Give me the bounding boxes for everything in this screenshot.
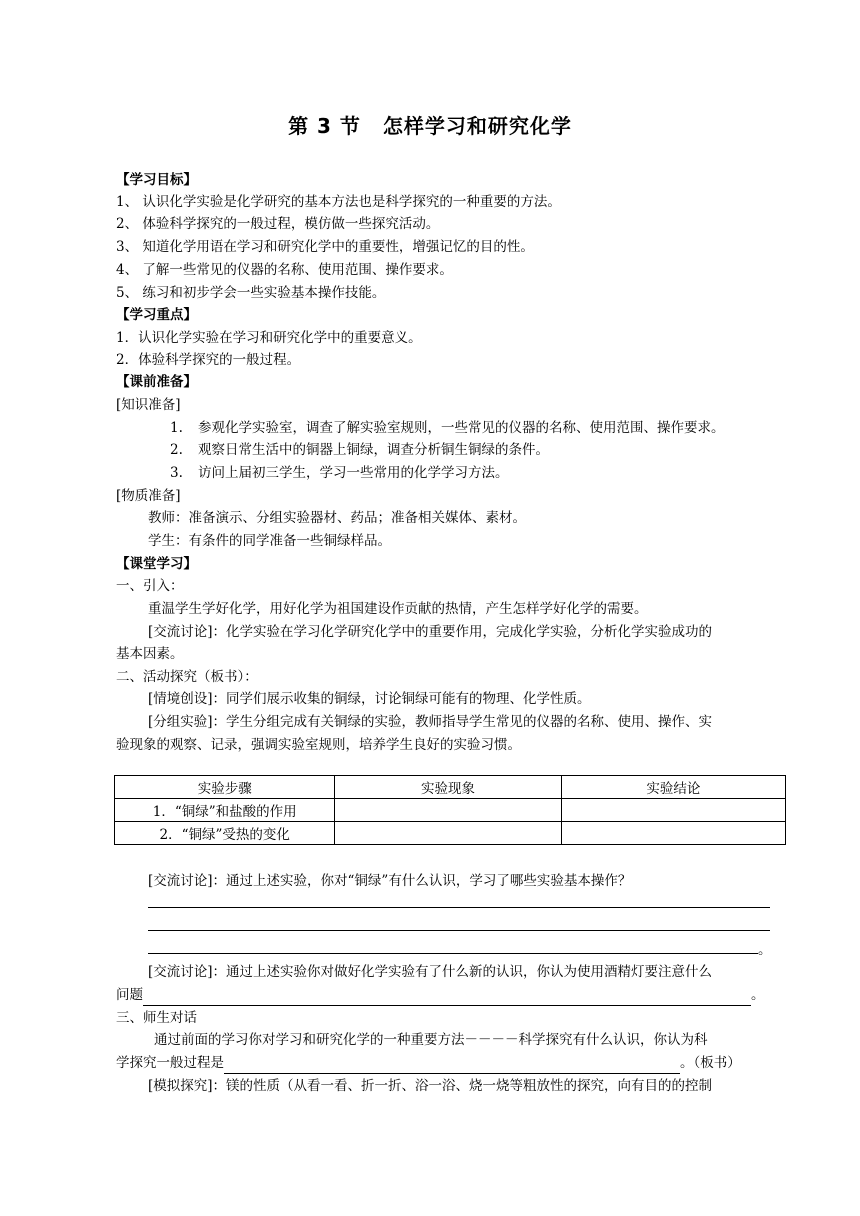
answer-line[interactable] xyxy=(148,953,758,954)
table-header-row xyxy=(115,776,786,799)
intro-title: 一、引入： xyxy=(116,578,184,594)
table-cell-conclusion[interactable] xyxy=(561,799,785,822)
dialog-line-1: 通过前面的学习你对学习和研究化学的一种重要方法－－－－科学探究有什么认识，你认为科 xyxy=(154,1032,708,1048)
table-row xyxy=(115,822,786,845)
knowledge-item-1 xyxy=(170,417,725,439)
answer-blank[interactable] xyxy=(224,1059,680,1074)
group-experiment-line-2: 验现象的观察、记录，强调实验室规则，培养学生良好的实验习惯。 xyxy=(116,737,521,753)
goal-item-5: 5、 练习和初步学会一些实验基本操作技能。 xyxy=(116,285,386,301)
table-cell-phenomenon[interactable] xyxy=(335,822,561,845)
prep-heading: 【课前准备】 xyxy=(116,374,197,390)
dialog-line-2-start: 学探究一般过程是 xyxy=(116,1055,224,1071)
knowledge-item-2 xyxy=(170,439,549,461)
section-title: 怎样学习和研究化学 xyxy=(382,114,572,138)
answer-period: 。 xyxy=(758,942,772,958)
dialog-line-2 xyxy=(116,1052,741,1074)
goal-item-2: 2、 体验科学探究的一般过程，模仿做一些探究活动。 xyxy=(116,216,440,232)
answer-period: 。 xyxy=(751,987,765,1003)
page-title xyxy=(0,110,860,139)
answer-line[interactable] xyxy=(148,930,770,931)
knowledge-item-text: 访问上届初三学生，学习一些常用的化学学习方法。 xyxy=(198,465,509,481)
discussion-1-line-2: 基本因素。 xyxy=(116,646,184,662)
discussion-3-line-2 xyxy=(116,984,765,1006)
knowledge-item-text: 参观化学实验室，调查了解实验室规则，一些常见的仪器的名称、使用范围、操作要求。 xyxy=(198,420,725,436)
goals-heading: 【学习目标】 xyxy=(116,172,197,188)
table-cell-conclusion[interactable] xyxy=(561,822,785,845)
goal-item-1: 1、 认识化学实验是化学研究的基本方法也是科学探究的一种重要的方法。 xyxy=(116,194,561,210)
table-cell-step: 1．“铜绿”和盐酸的作用 xyxy=(115,799,335,822)
class-heading: 【课堂学习】 xyxy=(116,556,197,572)
group-experiment-line-1: [分组实验]：学生分组完成有关铜绿的实验，教师指导学生常见的仪器的名称、使用、操作、实 xyxy=(148,714,713,730)
activity-title: 二、活动探究（板书）： xyxy=(116,669,258,685)
table-cell-phenomenon[interactable] xyxy=(335,799,561,822)
discussion-3-line-1: [交流讨论]：通过上述实验你对做好化学实验有了什么新的认识，你认为使用酒精灯要注意什么 xyxy=(148,964,713,980)
knowledge-item-num: 1. xyxy=(170,420,183,436)
discussion-3-start: 问题 xyxy=(116,987,143,1003)
answer-blank[interactable] xyxy=(143,991,751,1006)
scenario-text: [情境创设]：同学们展示收集的铜绿，讨论铜绿可能有的物理、化学性质。 xyxy=(148,691,591,707)
discussion-2: [交流讨论]：通过上述实验，你对“铜绿”有什么认识，学习了哪些实验基本操作？ xyxy=(148,873,632,889)
col-header-phenomena: 实验现象 xyxy=(335,776,561,799)
intro-text: 重温学生学好化学，用好化学为祖国建设作贡献的热情，产生怎样学好化学的需要。 xyxy=(148,601,648,617)
keypoints-heading: 【学习重点】 xyxy=(116,307,197,323)
col-header-conclusion: 实验结论 xyxy=(561,776,785,799)
col-header-steps: 实验步骤 xyxy=(115,776,335,799)
goal-item-3: 3、 知道化学用语在学习和研究化学中的重要性，增强记忆的目的性。 xyxy=(116,239,534,255)
knowledge-prep-label: [知识准备] xyxy=(116,397,181,413)
knowledge-item-num: 3. xyxy=(170,465,183,481)
knowledge-item-text: 观察日常生活中的铜器上铜绿，调查分析铜生铜绿的条件。 xyxy=(198,442,549,458)
goal-item-4: 4、 了解一些常见的仪器的名称、使用范围、操作要求。 xyxy=(116,262,453,278)
knowledge-item-3 xyxy=(170,462,509,484)
experiment-table xyxy=(114,775,786,845)
keypoint-item-2: 2．体验科学探究的一般过程。 xyxy=(116,352,301,368)
knowledge-item-num: 2. xyxy=(170,442,183,458)
material-prep-label: [物质准备] xyxy=(116,488,181,504)
dialog-title: 三、师生对话 xyxy=(116,1010,197,1026)
dialog-line-2-end: 。（板书） xyxy=(680,1055,741,1071)
table-row xyxy=(115,799,786,822)
teacher-prep: 教师：准备演示、分组实验器材、药品；准备相关媒体、素材。 xyxy=(148,510,526,526)
student-prep: 学生：有条件的同学准备一些铜绿样品。 xyxy=(148,533,391,549)
keypoint-item-1: 1．认识化学实验在学习和研究化学中的重要意义。 xyxy=(116,330,422,346)
section-number: 第 3 节 xyxy=(288,114,361,138)
answer-line[interactable] xyxy=(148,907,770,908)
discussion-1-line-1: [交流讨论]：化学实验在学习化学研究化学中的重要作用，完成化学实验，分析化学实验成功的 xyxy=(148,624,713,640)
table-cell-step: 2．“铜绿”受热的变化 xyxy=(115,822,335,845)
simulated-inquiry: [模拟探究]：镁的性质（从看一看、折一折、浴一浴、烧一烧等粗放性的探究，向有目的的控制 xyxy=(148,1078,713,1094)
